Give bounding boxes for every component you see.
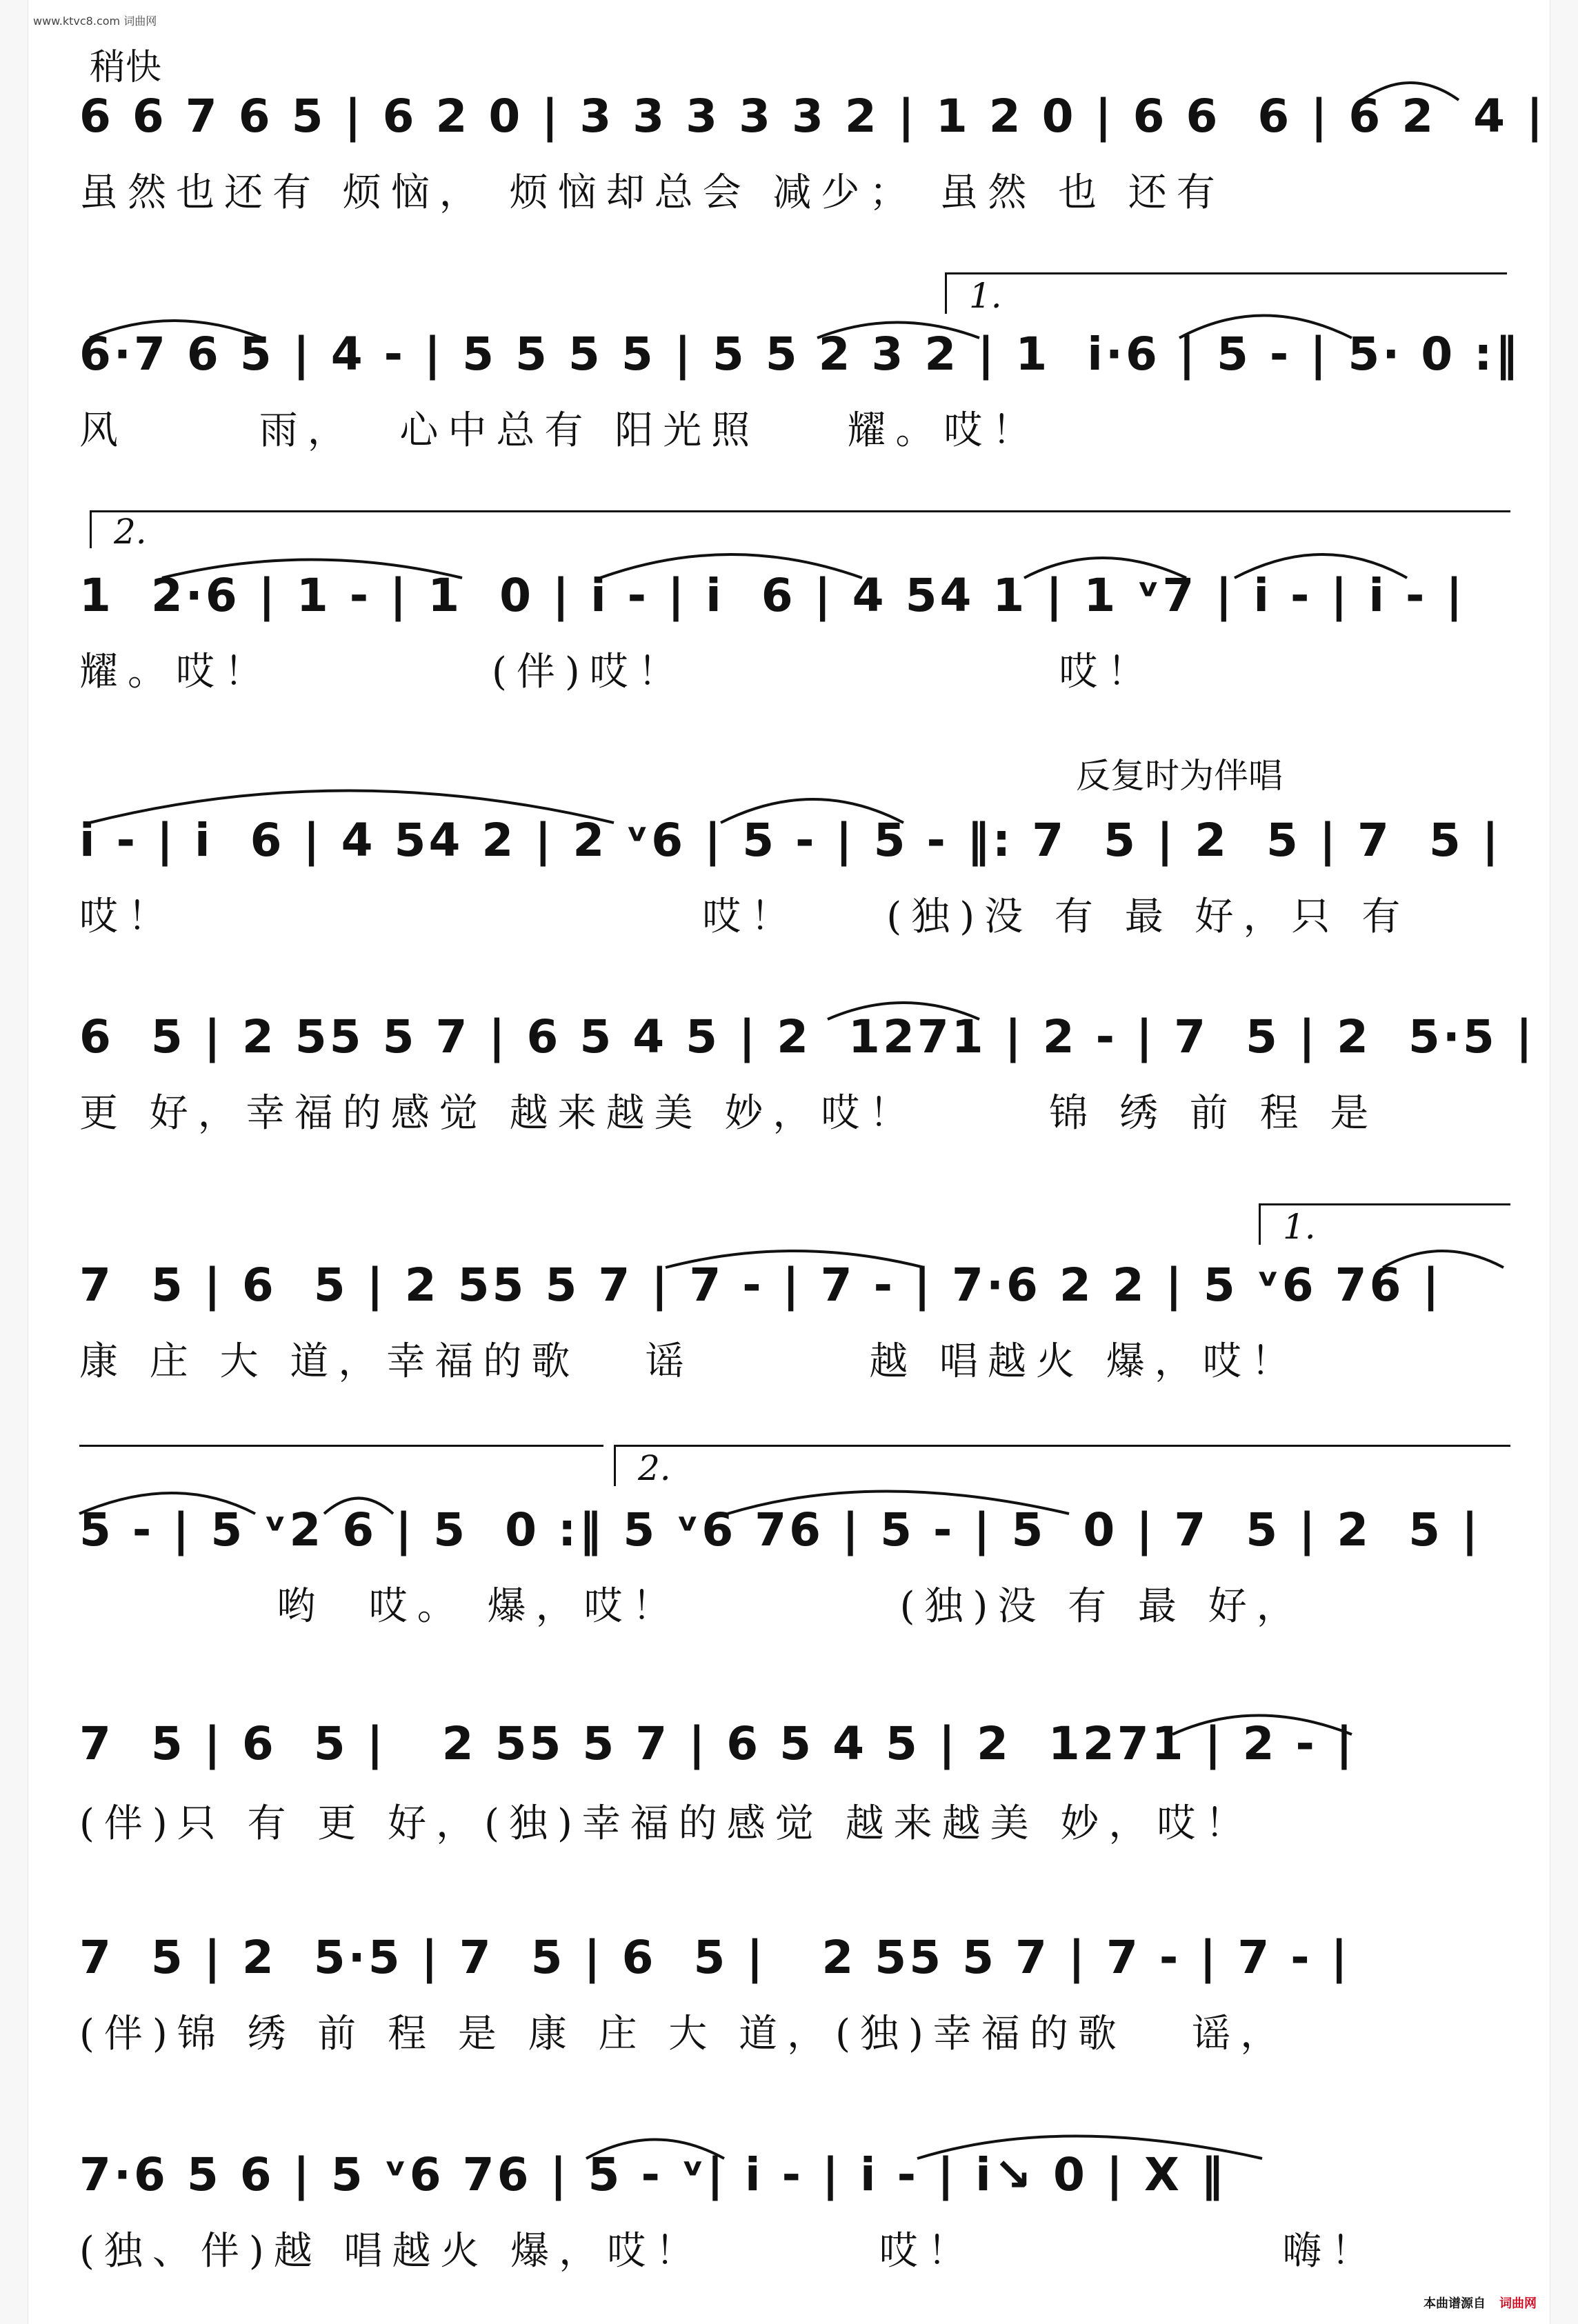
volta-1b-label: 1. — [1283, 1207, 1316, 1247]
footer-source: 本曲谱源自 — [1424, 2296, 1486, 2311]
tempo-marking: 稍快 — [90, 48, 162, 88]
lyrics-row-5: 更 好，幸福的感觉 越来越美 妙，哎！ 锦 绣 前 程 是 — [79, 1091, 1379, 1136]
volta-2-label: 2. — [114, 512, 147, 552]
notes-row-4: i - | i 6 | 4 54 2 | 2 ᵛ6 | 5 - | 5 - ‖: 7 5 | 2 5 | 7 5 | — [79, 814, 1501, 867]
lyrics-row-4: 哎！ 哎！ (独)没 有 最 好，只 有 — [79, 894, 1410, 939]
notes-row-10: 7·6 5 6 | 5 ᵛ6 76 | 5 - ᵛ| i - | i - | i↘ 0 | X ‖ — [79, 2148, 1226, 2201]
volta-2b-label: 2. — [638, 1448, 671, 1488]
lyrics-row-3: 耀。哎！ (伴)哎！ 哎！ — [79, 650, 1156, 694]
notes-row-6: 7 5 | 6 5 | 2 55 5 7 | 7 - | 7 - | 7·6 2 2 | 5 ᵛ6 76 | — [79, 1259, 1442, 1312]
lyrics-row-8: (伴)只 有 更 好，(独)幸福的感觉 越来越美 妙，哎！ — [79, 1801, 1254, 1846]
lyrics-row-1: 虽然也还有 烦恼， 烦恼却总会 减少； 虽然 也 还有 — [79, 170, 1225, 215]
notes-row-1: 6 6 7 6 5 | 6 2 0 | 3 3 3 3 3 2 | 1 2 0 | 6 6 6 | 6 2 4 | — [79, 90, 1546, 143]
footer-brand: 词曲网 — [1499, 2296, 1537, 2311]
lyrics-row-7: 哟 哎。 爆，哎！ (独)没 有 最 好， — [79, 1584, 1305, 1629]
repeat-note: 反复时为伴唱 — [1076, 757, 1283, 795]
notes-row-5: 6 5 | 2 55 5 7 | 6 5 4 5 | 2 1271 | 2 - | 7 5 | 2 5·5 | — [79, 1010, 1535, 1063]
lyrics-row-10: (独、伴)越 唱越火 爆，哎！ 哎！ 嗨！ — [79, 2229, 1379, 2274]
notes-row-9: 7 5 | 2 5·5 | 7 5 | 6 5 | 2 55 5 7 | 7 - | 7 - | — [79, 1931, 1350, 1984]
site-credit: www.ktvc8.com 词曲网 — [33, 14, 157, 28]
notes-row-8: 7 5 | 6 5 | 2 55 5 7 | 6 5 4 5 | 2 1271 | 2 - | — [79, 1717, 1355, 1770]
notes-row-2: 6·7 6 5 | 4 - | 5 5 5 5 | 5 5 2 3 2 | 1 i·6 | 5 - | 5· 0 :‖ — [79, 328, 1521, 381]
notes-row-3: 1 2·6 | 1 - | 1 0 | i - | i 6 | 4 54 1 | 1 ᵛ7 | i - | i - | — [79, 569, 1466, 622]
page-footer — [1424, 2294, 1537, 2312]
lyrics-row-6: 康 庄 大 道，幸福的歌 谣 越 唱越火 爆，哎！ — [79, 1339, 1299, 1384]
notes-row-7: 5 - | 5 ᵛ2 6 | 5 0 :‖ 5 ᵛ6 76 | 5 - | 5 0 | 7 5 | 2 5 | — [79, 1503, 1481, 1556]
lyrics-row-2: 风 雨， 心中总有 阳光照 耀。哎！ — [79, 408, 1041, 453]
lyrics-row-9: (伴)锦 绣 前 程 是 康 庄 大 道，(独)幸福的歌 谣， — [79, 2012, 1289, 2056]
volta-1-label: 1. — [969, 276, 1002, 316]
